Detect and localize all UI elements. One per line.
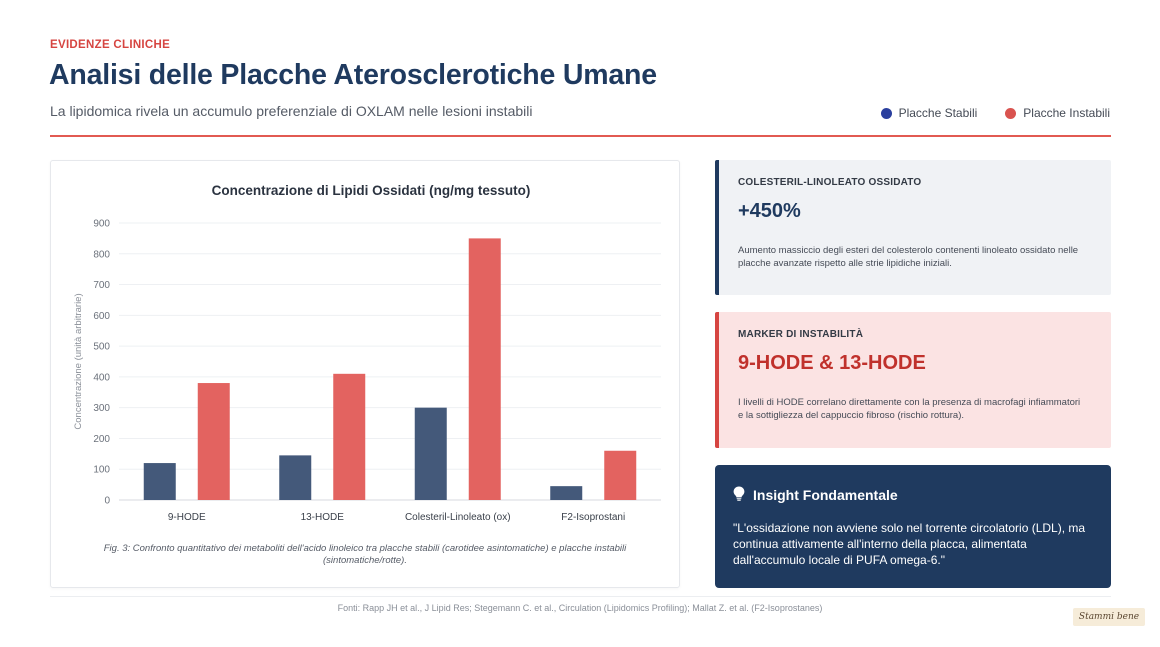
- y-tick-label: 600: [93, 310, 110, 322]
- x-tick-label: Colesteril-Linoleato (ox): [404, 512, 511, 523]
- legend-swatch-stable: [881, 108, 892, 119]
- y-tick-label: 400: [93, 372, 110, 384]
- header-divider: [50, 135, 1111, 137]
- page-title: Analisi delle Placche Aterosclerotiche Umane: [49, 59, 657, 91]
- insight-card: [715, 465, 1111, 588]
- bar-unstable: [198, 383, 230, 500]
- y-tick-label: 0: [104, 495, 110, 507]
- stat-card-label: MARKER DI INSTABILITÀ: [738, 329, 864, 340]
- legend-swatch-unstable: [1005, 108, 1016, 119]
- footer-divider: [50, 596, 1111, 597]
- bar-chart: [51, 161, 681, 589]
- stat-card-value: +450%: [738, 200, 801, 222]
- y-tick-label: 900: [93, 218, 110, 230]
- insight-quote: "L'ossidazione non avviene solo nel torrente circolatorio (LDL), ma continua attivamente all'interno della placca, alimentata dall'accumulo locale di PUFA omega-6.": [733, 521, 1086, 568]
- chart-card: [50, 160, 680, 588]
- chart-legend: [881, 106, 1110, 120]
- page-subtitle: La lipidomica rivela un accumulo preferenziale di OXLAM nelle lesioni instabili: [50, 103, 533, 119]
- legend-label-stable: Placche Stabili: [898, 106, 978, 120]
- brand-logo: Stammi bene: [1073, 608, 1145, 626]
- chart-caption: Fig. 3: Confronto quantitativo dei metaboliti dell'acido linoleico tra placche stabili (carotidee asintomatiche) e placche instabili (sintomatiche/rotte).: [103, 543, 627, 567]
- y-tick-label: 200: [93, 433, 110, 445]
- stat-card-instability-marker: [715, 312, 1111, 448]
- bar-stable: [415, 408, 447, 500]
- bar-unstable: [604, 451, 636, 500]
- y-tick-label: 700: [93, 280, 110, 292]
- eyebrow-label: EVIDENZE CLINICHE: [50, 39, 171, 51]
- stat-card-value: 9-HODE & 13-HODE: [738, 352, 926, 374]
- bar-unstable: [333, 374, 365, 500]
- legend-item-stable: [881, 106, 978, 120]
- x-tick-label: 9-HODE: [167, 512, 206, 523]
- bar-unstable: [469, 238, 501, 500]
- insight-header: [733, 486, 898, 504]
- insight-title: Insight Fondamentale: [753, 487, 898, 503]
- bar-stable: [279, 455, 311, 500]
- y-tick-label: 300: [93, 403, 110, 415]
- legend-item-unstable: [1005, 106, 1110, 120]
- lightbulb-icon: [733, 486, 745, 504]
- x-tick-label: 13-HODE: [300, 512, 344, 523]
- stat-card-text: I livelli di HODE correlano direttamente con la presenza di macrofagi infiammatori e la sottigliezza del cappuccio fibroso (rischio rottura).: [738, 397, 1081, 421]
- stat-card-label: COLESTERIL-LINOLEATO OSSIDATO: [738, 177, 922, 188]
- bar-stable: [144, 463, 176, 500]
- stat-card-oxidized-cholesteryl: [715, 160, 1111, 295]
- y-tick-label: 100: [93, 464, 110, 476]
- chart-title: Concentrazione di Lipidi Ossidati (ng/mg tessuto): [211, 183, 531, 198]
- sources-text: Fonti: Rapp JH et al., J Lipid Res; Stegemann C. et al., Circulation (Lipidomics Profiling); Mallat Z. et al. (F2-Isoprostanes): [337, 603, 823, 613]
- y-tick-label: 500: [93, 341, 110, 353]
- bar-stable: [550, 486, 582, 500]
- x-tick-label: F2-Isoprostani: [561, 512, 626, 523]
- legend-label-unstable: Placche Instabili: [1023, 106, 1110, 120]
- y-axis-label: Concentrazione (unità arbitrarie): [73, 293, 84, 430]
- y-tick-label: 800: [93, 249, 110, 261]
- stat-card-text: Aumento massiccio degli esteri del colesterolo contenenti linoleato ossidato nelle placche avanzate rispetto alle strie lipidiche iniziali.: [738, 245, 1079, 269]
